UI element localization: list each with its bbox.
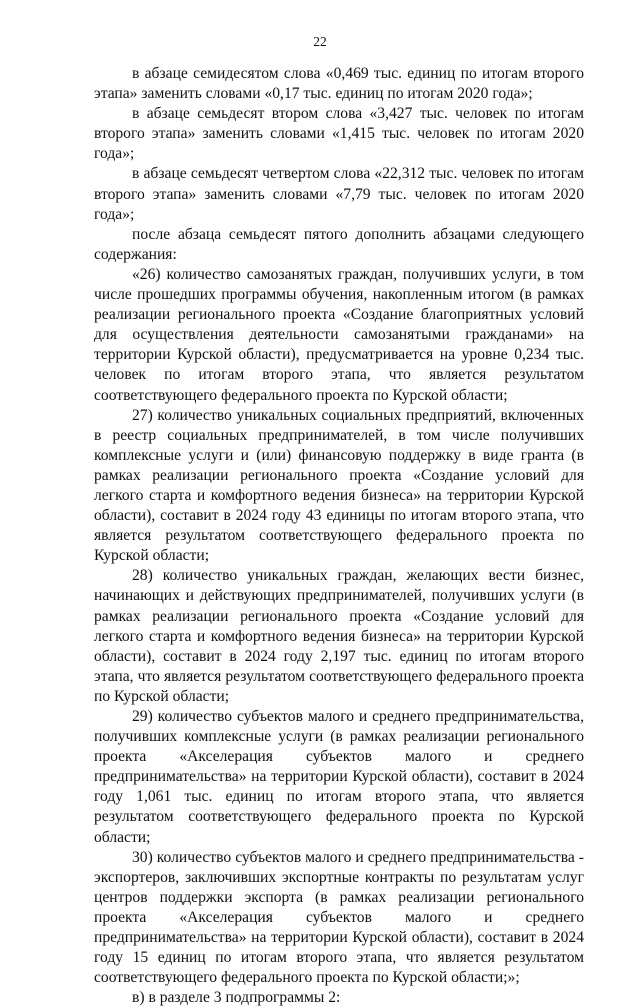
paragraph-add-after-75: после абзаца семьдесят пятого дополнить абзацами следующего содержания: bbox=[94, 225, 584, 263]
paragraph-item-26: «26) количество самозанятых граждан, получивших услуги, в том числе прошедших программы обучения, накопленным итогом (в рамках реализации регионального проекта «Создание благоприятных условий для осуществления деятельности самозанятыми гражданами» на территории Курской области), предусматривается на уровне 0,234 тыс. человек по итогам второго этапа, что является результатом соответствующего федерального проекта по Курской области; bbox=[94, 265, 584, 404]
paragraph-amend-70: в абзаце семидесятом слова «0,469 тыс. единиц по итогам второго этапа» заменить словами «0,17 тыс. единиц по итогам 2020 года»; bbox=[94, 65, 584, 103]
page-number: 22 bbox=[313, 34, 327, 49]
paragraph-item-28: 28) количество уникальных граждан, желающих вести бизнес, начинающих и действующих предпринимателей, получивших услуги (в рамках реализации регионального проекта «Создание условий для легкого старта и комфортного ведения бизнеса» на территории Курской области), составит в 2024 году 2,197 тыс. единиц по итогам второго этапа, что является результатом соответствующего федерального проекта по Курской области; bbox=[94, 567, 584, 705]
document-body bbox=[94, 64, 584, 1008]
paragraph-amend-72: в абзаце семьдесят втором слова «3,427 тыс. человек по итогам второго этапа» заменить словами «1,415 тыс. человек по итогам 2020 года»; bbox=[94, 105, 584, 163]
paragraph-item-29: 29) количество субъектов малого и среднего предпринимательства, получивших комплексные услуги (в рамках реализации регионального проекта «Акселерация субъектов малого и среднего предпринимательства» на территории Курской области), составит в 2024 году 1,061 тыс. единиц по итогам второго этапа, что является результатом соответствующего федерального проекта по Курской области; bbox=[94, 708, 584, 846]
paragraph-item-30: 30) количество субъектов малого и среднего предпринимательства - экспортеров, заключивших экспортные контракты по результатам услуг центров поддержки экспорта (в рамках реализации регионального проекта «Акселерация субъектов малого и среднего предпринимательства» на территории Курской области), составит в 2024 году 15 единиц по итогам второго этапа, что является результатом соответствующего федерального проекта по Курской области;»; bbox=[94, 848, 584, 987]
paragraph-item-27: 27) количество уникальных социальных предприятий, включенных в реестр социальных предпринимателей, в том числе получивших комплексные услуги и (или) финансовую поддержку в виде гранта (в рамках реализации регионального проекта «Создание условий для легкого старта и комфортного ведения бизнеса» на территории Курской области), составит в 2024 году 43 единицы по итогам второго этапа, что является результатом соответствующего федерального проекта по Курской области; bbox=[94, 406, 584, 565]
paragraph-section-3: в) в разделе 3 подпрограммы 2: bbox=[132, 989, 341, 1007]
paragraph-amend-74: в абзаце семьдесят четвертом слова «22,312 тыс. человек по итогам второго этапа» заменить словами «7,79 тыс. человек по итогам 2020 года»; bbox=[94, 165, 584, 223]
